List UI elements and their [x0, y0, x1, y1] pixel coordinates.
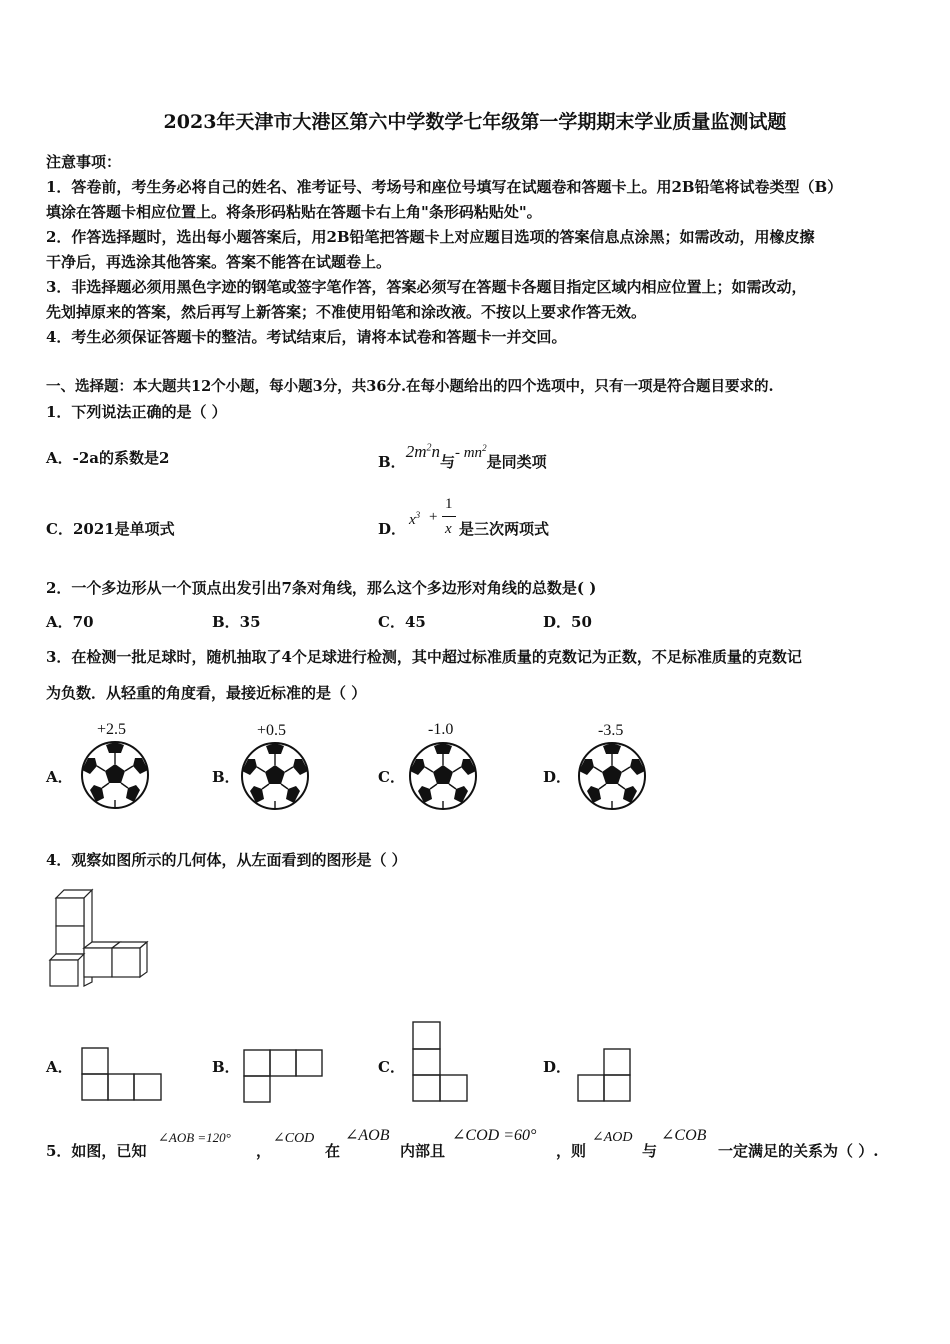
soccer-ball-icon [407, 741, 479, 811]
q4-option-d: D． [543, 1058, 572, 1076]
notice-heading: 注意事项： [46, 153, 122, 171]
q5-math-6: ∠COB [661, 1127, 707, 1144]
q5-text-5: ，则 [556, 1142, 587, 1160]
q1-b-mid: 与 [439, 453, 455, 471]
q4-option-c: C． [378, 1058, 405, 1076]
q1-d-plus: + [429, 509, 438, 525]
q1-stem: 1．下列说法正确的是（ ） [46, 403, 227, 421]
q3-value-c: -1.0 [428, 721, 454, 738]
q2-option-c: C．45 [378, 613, 426, 631]
soccer-ball-icon [576, 741, 648, 811]
q3-line-1: 3．在检测一批足球时，随机抽取了4个足球进行检测，其中超过标准质量的克数记为正数，不足标准质量的克数记 [46, 648, 802, 666]
notice-line-7: 4．考生必须保证答题卡的整洁。考试结束后，请将本试卷和答题卡一并交回。 [46, 328, 567, 346]
q5-text-7: 一定满足的关系为（ ）. [718, 1142, 879, 1160]
q2-option-b: B．35 [212, 613, 261, 631]
q1-d-end: 是三次两项式 [459, 520, 550, 538]
q2-option-d: D．50 [543, 613, 592, 631]
q5-text-3: 在 [325, 1142, 341, 1160]
q1-option-d-label: D． [378, 520, 407, 538]
q5-text-4: 内部且 [400, 1142, 446, 1160]
q5-math-2: ∠COD [273, 1131, 315, 1146]
notice-line-2: 填涂在答题卡相应位置上。将条形码粘贴在答题卡右上角"条形码粘贴处"。 [46, 203, 542, 221]
notice-line-4: 干净后，再选涂其他答案。答案不能答在试题卷上。 [46, 253, 392, 271]
q4-figure-b [242, 1048, 326, 1104]
q3-line-2: 为负数．从轻重的角度看，最接近标准的是（ ） [46, 684, 367, 702]
q1-option-a: A．-2a的系数是2 [46, 449, 170, 467]
q3-value-d: -3.5 [598, 722, 624, 739]
q1-d-fraction-bar [442, 516, 456, 517]
q1-option-b [378, 442, 547, 473]
q5-math-4: ∠COD =60° [452, 1127, 537, 1144]
q3-option-b: B． [212, 768, 240, 786]
q1-b-term2: - $mn^2$ [454, 443, 487, 461]
q4-option-b: B． [212, 1058, 240, 1076]
q3-value-a: +2.5 [97, 721, 127, 738]
notice-line-3: 2．作答选择题时，选出每小题答案后，用2B铅笔把答题卡上对应题目选项的答案信息点涂黑；如需改动，用橡皮擦 [46, 228, 815, 246]
q4-figure-a [80, 1046, 164, 1102]
q1-d-numerator: 1 [445, 496, 453, 512]
notice-line-5: 3．非选择题必须用黑色字迹的钢笔或签字笔作答，答案必须写在答题卡各题目指定区域内相应位置上；如需改动， [46, 278, 807, 296]
q3-option-a: A． [46, 768, 73, 786]
q5-text-6: 与 [642, 1142, 658, 1160]
q3-option-d: D． [543, 768, 572, 786]
q1-b-term1: $2m^2n$ [405, 442, 440, 461]
q5-text-1: 5．如图，已知 [46, 1142, 147, 1160]
notice-line-1: 1．答卷前，考生务必将自己的姓名、准考证号、考场号和座位号填写在试题卷和答题卡上。用2B铅笔将试卷类型（B） [46, 178, 843, 196]
geometric-solid-figure [46, 888, 150, 988]
q1-d-x: $x^3$ [409, 510, 421, 528]
q3-option-c: C． [378, 768, 405, 786]
q1-d-denominator: x [445, 521, 452, 537]
q5-math-1: ∠AOB =120° [158, 1130, 231, 1145]
q4-figure-d [576, 1047, 636, 1105]
q2-stem: 2．一个多边形从一个顶点出发引出7条对角线，那么这个多边形对角线的总数是( ) [46, 579, 597, 597]
q5-text-2: ， [256, 1142, 272, 1160]
q5-math-3: ∠AOB [345, 1127, 390, 1144]
q4-figure-c [411, 1020, 471, 1104]
soccer-ball-icon [239, 741, 311, 811]
q5-math-5: ∠AOD [592, 1130, 633, 1145]
notice-line-6: 先划掉原来的答案，然后再写上新答案；不准使用铅笔和涂改液。不按以上要求作答无效。 [46, 303, 647, 321]
q1-b-end: 是同类项 [486, 453, 547, 471]
q1-option-b-label: B． [378, 453, 406, 471]
q3-value-b: +0.5 [257, 722, 287, 739]
page-title: 2023年天津市大港区第六中学数学七年级第一学期期末学业质量监测试题 [163, 111, 787, 133]
q4-option-a: A． [46, 1058, 73, 1076]
q1-option-c: C．2021是单项式 [46, 520, 175, 538]
soccer-ball-icon [79, 740, 151, 810]
q4-stem: 4．观察如图所示的几何体，从左面看到的图形是（ ） [46, 851, 407, 869]
section-heading: 一、选择题：本大题共12个小题，每小题3分，共36分.在每小题给出的四个选项中，只有一项是符合题目要求的. [46, 378, 774, 395]
q2-option-a: A．70 [46, 613, 94, 631]
